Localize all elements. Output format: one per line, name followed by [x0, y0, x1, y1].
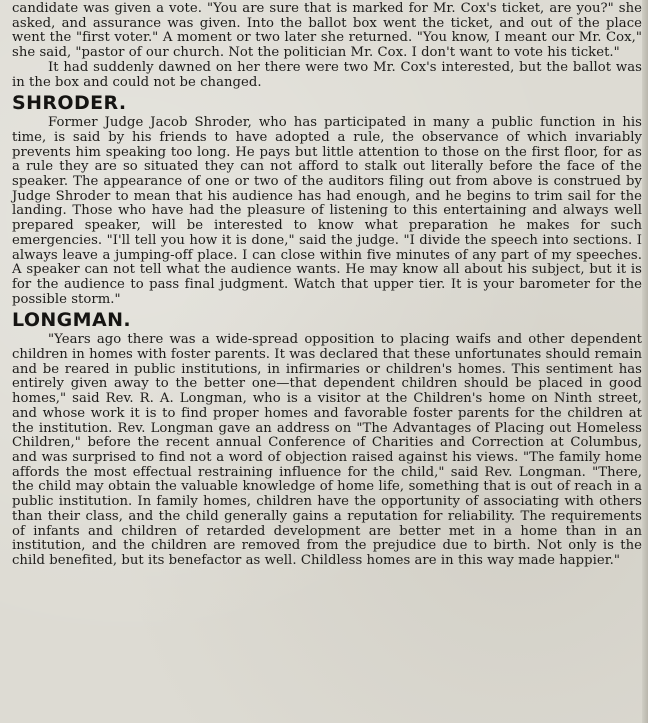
page-edge-shadow [642, 0, 648, 723]
intro-closing-paragraph: It had suddenly dawned on her there were two Mr. Cox's interested, but the ballot was in the box and could not be changed. [12, 59, 642, 90]
section-body-shroder: Former Judge Jacob Shroder, who has participated in many a public function in his time, is said by his friends to have adopted a rule, the observance of which invariably prevents him speaking too long. He pays but little attention to those on the first floor, for as a rule they are so situated they can not afford to stalk out literally before the face of the speaker. The appearance of one or two of the auditors filing out from above is construed by Judge Shroder to mean that his audience has had enough, and he begins to trim sail for the landing. Those who have had the pleasure of listening to this entertaining and always well prepared speaker, will be interested to know what preparation he makes for such emergencies. "I'll tell you how it is done," said the judge. "I divide the speech into sections. I always leave a jumping-off place. I can close within five minutes of any part of my speeches. A speaker can not tell what the audience wants. He may know all about his subject, but it is for the audience to pass final judgment. Watch that upper tier. It is your barometer for the possible storm." [12, 115, 642, 307]
intro-paragraph: candidate was given a vote. "You are sure that is marked for Mr. Cox's ticket, are you?" she asked, and assurance was given. Into the ballot box went the ticket, and out of the place went the "first voter." A moment or two later she returned. "You know, I meant our Mr. Cox," she said, "pastor of our church. Not the politician Mr. Cox. I don't want to vote his ticket." [12, 1, 642, 61]
section-heading-longman: LONGMAN. [12, 309, 132, 332]
section-body-longman: "Years ago there was a wide-spread opposition to placing waifs and other dependent children in homes with foster parents. It was declared that these unfortunates should remain and be reared in public institutions, in infirmaries or children's homes. This sentiment has entirely given away to the better one—that dependent children should be placed in good homes," said Rev. R. A. Longman, who is a visitor at the Children's home on Ninth street, and whose work it is to find proper homes and favorable foster parents for the children at the institution. Rev. Longman gave an address on "The Advantages of Placing out Homeless Children," before the recent annual Conference of Charities and Correction at Columbus, and was surprised to find not a word of objection raised against his views. "The family home affords the most effectual restraining influence for the child," said Rev. Longman. "There, the child may obtain the valuable knowledge of home life, something that is out of reach in a public institution. In family homes, children have the opportunity of associating with others than their class, and the child generally gains a reputation for reliability. The requirements of infants and children of retarded development are better met in a home than in an institution, and the children are removed from the prejudice due to birth. Not only is the child benefited, but its benefactor as well. Childless homes are in this way made happier." [12, 332, 642, 568]
section-heading-shroder: SHRODER. [12, 92, 127, 115]
